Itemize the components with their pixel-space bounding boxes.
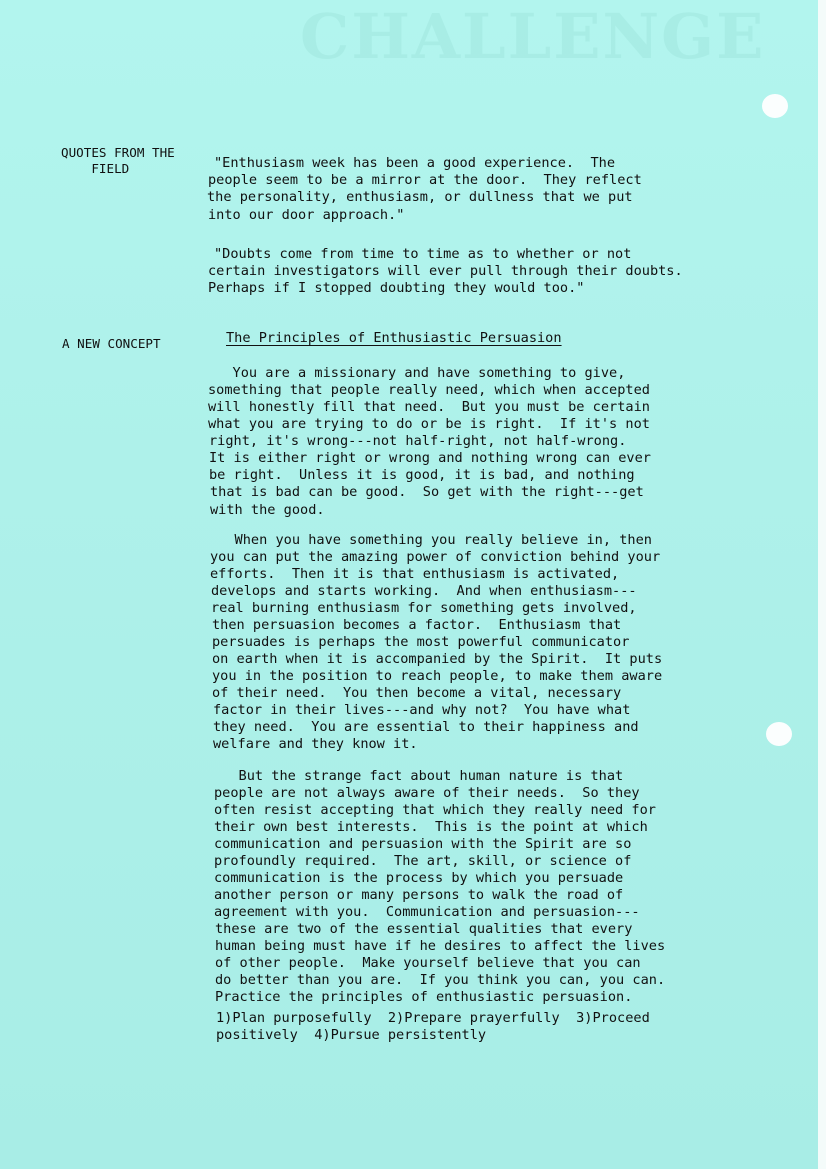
para1-line: that is bad can be good. So get with the right---get (210, 484, 644, 500)
para3-line: human being must have if he desires to affect the lives (215, 938, 666, 954)
para2-line: efforts. Then it is that enthusiasm is activated, (210, 566, 620, 582)
quote2-line: certain investigators will ever pull through their doubts. (208, 263, 683, 279)
quote1-line: "Enthusiasm week has been a good experience. The (214, 155, 616, 171)
para3-line: But the strange fact about human nature is that (214, 768, 624, 784)
para2-line: factor in their lives---and why not? You have what (213, 702, 631, 718)
para1-line: will honestly fill that need. But you must be certain (208, 399, 650, 415)
para2-line: you can put the amazing power of conviction behind your (210, 549, 661, 565)
para1-line: with the good. (210, 502, 325, 518)
para2-line: you in the position to reach people, to make them aware (212, 668, 663, 684)
para2-line: When you have something you really believe in, then (210, 532, 652, 548)
para1-line: right, it's wrong---not half-right, not half-wrong. (209, 433, 627, 449)
para2-line: welfare and they know it. (213, 736, 418, 752)
para3-line: people are not always aware of their needs. So they (214, 785, 640, 801)
para3-line: do better than you are. If you think you can, you can. (215, 972, 666, 988)
para3-line: these are two of the essential qualities that every (215, 921, 633, 937)
para1-line: You are a missionary and have something to give, (208, 365, 626, 381)
para2-line: real burning enthusiasm for something gets involved, (211, 600, 637, 616)
para2-line: then persuasion becomes a factor. Enthusiasm that (212, 617, 622, 633)
para3-line: profoundly required. The art, skill, or science of (214, 853, 632, 869)
para1-line: what you are trying to do or be is right. If it's not (208, 416, 650, 432)
quote1-line: people seem to be a mirror at the door. They reflect (208, 172, 642, 188)
para3-line: communication is the process by which you persuade (214, 870, 624, 886)
para1-line: be right. Unless it is good, it is bad, and nothing (209, 467, 635, 483)
side-label-concept: A NEW CONCEPT (62, 336, 161, 351)
para3-line: agreement with you. Communication and persuasion--- (214, 904, 640, 920)
para3-line: Practice the principles of enthusiastic persuasion. (215, 989, 633, 1005)
para2-line: develops and starts working. And when enthusiasm--- (211, 583, 637, 599)
punch-hole (762, 94, 788, 118)
watermark-text: CHALLENGE (300, 0, 766, 73)
quote1-line: the personality, enthusiasm, or dullness that we put (207, 189, 633, 205)
quote2-line: Perhaps if I stopped doubting they would too." (208, 280, 585, 296)
quote1-line: into our door approach." (208, 207, 405, 223)
para3-line: another person or many persons to walk the road of (214, 887, 624, 903)
para3-line: their own best interests. This is the point at which (214, 819, 648, 835)
para3-line: often resist accepting that which they really need for (214, 802, 656, 818)
side-label-quotes: QUOTES FROM THE FIELD (61, 145, 175, 176)
para2-line: persuades is perhaps the most powerful communicator (212, 634, 630, 650)
para2-line: on earth when it is accompanied by the Spirit. It puts (212, 651, 663, 667)
para1-line: It is either right or wrong and nothing wrong can ever (209, 450, 651, 466)
punch-hole (766, 722, 792, 746)
section-heading: The Principles of Enthusiastic Persuasion (226, 330, 562, 346)
para3-line: of other people. Make yourself believe that you can (215, 955, 641, 971)
page-edge (818, 0, 826, 1169)
para1-line: something that people really need, which when accepted (208, 382, 650, 398)
para3-line: communication and persuasion with the Spirit are so (214, 836, 632, 852)
steps-line: positively 4)Pursue persistently (216, 1027, 487, 1043)
steps-line: 1)Plan purposefully 2)Prepare prayerfully 3)Proceed (216, 1010, 650, 1026)
quote2-line: "Doubts come from time to time as to whether or not (214, 246, 632, 262)
para2-line: of their need. You then become a vital, necessary (212, 685, 622, 701)
para2-line: they need. You are essential to their happiness and (213, 719, 639, 735)
